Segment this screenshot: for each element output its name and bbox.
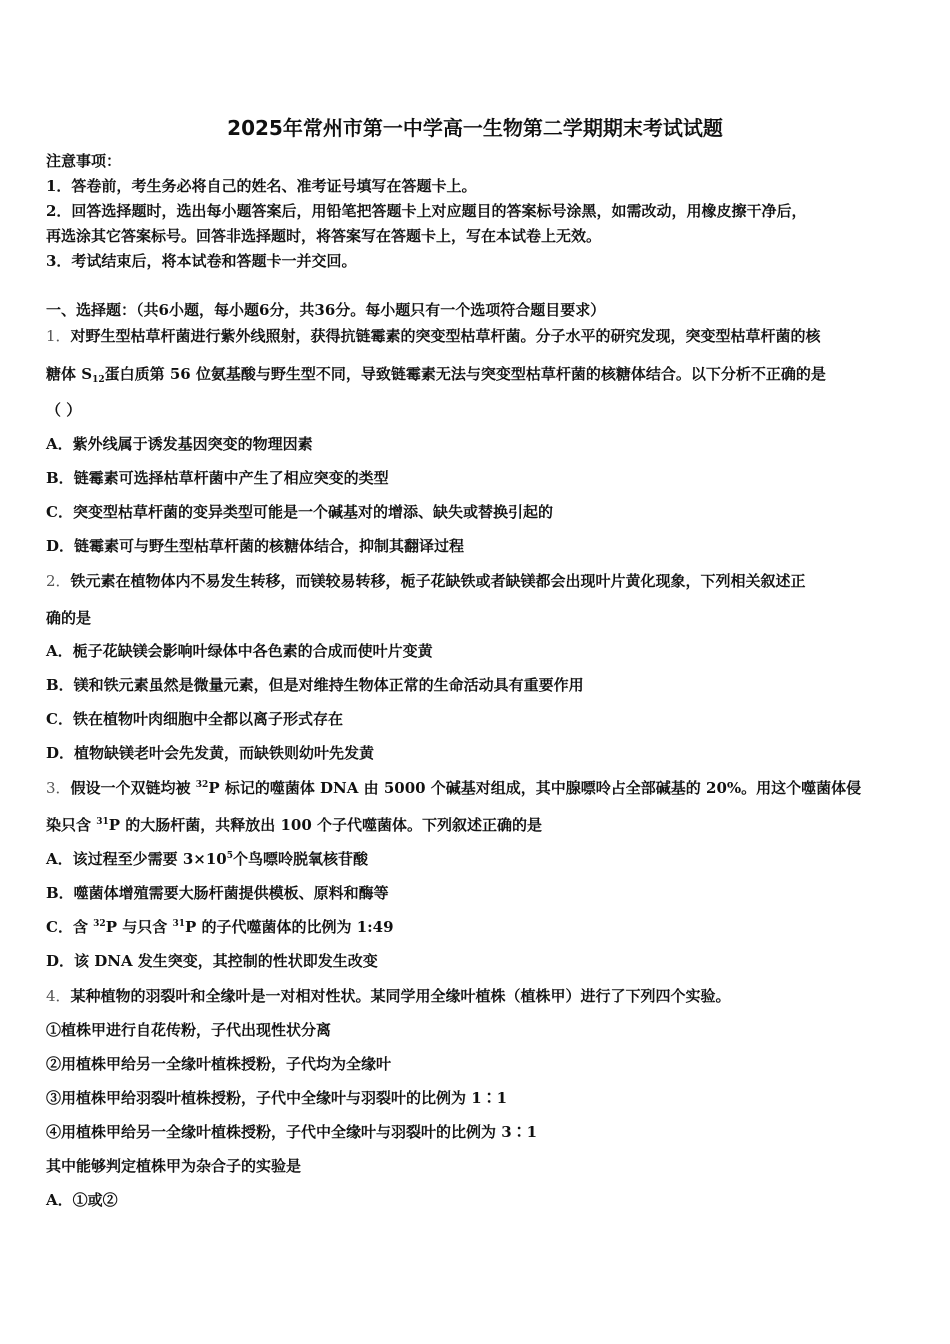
question-3-stem	[46, 778, 861, 798]
question-text: 假设一个双链均被	[70, 779, 196, 797]
question-text: P 标记的噬菌体 DNA 由 5000 个碱基对组成，其中腺嘌呤占全部碱基的 20%。用这个噬菌体侵	[208, 779, 862, 797]
option-b: B．噬菌体增殖需要大肠杆菌提供模板、原料和酶等	[46, 884, 389, 902]
question-number: 4．	[46, 987, 71, 1005]
question-4-stem	[46, 986, 731, 1006]
option-c	[46, 917, 394, 937]
superscript: 31	[172, 919, 185, 929]
experiment-item: ③用植株甲给羽裂叶植株授粉，子代中全缘叶与羽裂叶的比例为 1∶1	[46, 1089, 508, 1107]
option-d: D．链霉素可与野生型枯草杆菌的核糖体结合，抑制其翻译过程	[46, 537, 465, 555]
question-text: 对野生型枯草杆菌进行紫外线照射，获得抗链霉素的突变型枯草杆菌。分子水平的研究发现，突变型枯草杆菌的核	[70, 327, 821, 345]
question-text: P 的大肠杆菌，共释放出 100 个子代噬菌体。下列叙述正确的是	[108, 816, 543, 834]
option-d: D．该 DNA 发生突变，其控制的性状即发生改变	[46, 952, 378, 970]
superscript: 5	[226, 851, 234, 861]
exam-title: 2025年常州市第一中学高一生物第二学期期末考试试题	[227, 116, 723, 140]
superscript: 32	[195, 780, 209, 790]
superscript: 31	[96, 817, 109, 827]
option-text: A．该过程至少需要 3×10	[46, 850, 227, 868]
experiment-item: ①植株甲进行自花传粉，子代出现性状分离	[46, 1021, 332, 1039]
question-number: 1．	[46, 327, 71, 345]
option-b: B．镁和铁元素虽然是微量元素，但是对维持生物体正常的生命活动具有重要作用	[46, 676, 584, 694]
experiment-item: ②用植株甲给另一全缘叶植株授粉，子代均为全缘叶	[46, 1055, 392, 1073]
option-a: A．①或②	[46, 1191, 118, 1209]
notice-item: 2．回答选择题时，选出每小题答案后，用铅笔把答题卡上对应题目的答案标号涂黑，如需改动，用橡皮擦干净后，	[46, 202, 807, 220]
question-2-stem-line2: 确的是	[46, 609, 92, 627]
superscript: 32	[93, 919, 106, 929]
option-b: B．链霉素可选择枯草杆菌中产生了相应突变的类型	[46, 469, 389, 487]
question-2-stem	[46, 571, 806, 591]
option-c: C．铁在植物叶肉细胞中全都以离子形式存在	[46, 710, 343, 728]
answer-blank: （ ）	[46, 401, 82, 419]
question-text: 铁元素在植物体内不易发生转移，而镁较易转移，栀子花缺铁或者缺镁都会出现叶片黄化现象，下列相关叙述正	[70, 572, 806, 590]
question-1-stem	[46, 326, 821, 346]
section-heading: 一、选择题：（共6小题，每小题6分，共36分。每小题只有一个选项符合题目要求）	[46, 301, 606, 319]
question-1-stem-line2	[46, 364, 826, 384]
option-a: A．栀子花缺镁会影响叶绿体中各色素的合成而使叶片变黄	[46, 642, 433, 660]
option-d: D．植物缺镁老叶会先发黄，而缺铁则幼叶先发黄	[46, 744, 375, 762]
experiment-item: ④用植株甲给另一全缘叶植株授粉，子代中全缘叶与羽裂叶的比例为 3∶1	[46, 1123, 538, 1141]
option-c: C．突变型枯草杆菌的变异类型可能是一个碱基对的增添、缺失或替换引起的	[46, 503, 553, 521]
question-number: 2．	[46, 572, 71, 590]
notice-heading: 注意事项：	[46, 152, 122, 170]
option-text: P 与只含	[105, 918, 173, 936]
question-3-stem-line2	[46, 815, 542, 835]
subscript: 12	[92, 375, 105, 385]
notice-item: 1．答卷前，考生务必将自己的姓名、准考证号填写在答题卡上。	[46, 177, 477, 195]
option-text: 个鸟嘌呤脱氧核苷酸	[233, 850, 369, 868]
question-text: 糖体 S	[46, 365, 93, 383]
notice-item: 3．考试结束后，将本试卷和答题卡一并交回。	[46, 252, 357, 270]
option-a	[46, 849, 368, 869]
option-text: C．含	[46, 918, 94, 936]
question-4-prompt: 其中能够判定植株甲为杂合子的实验是	[46, 1157, 302, 1175]
question-text: 蛋白质第 56 位氨基酸与野生型不同，导致链霉素无法与突变型枯草杆菌的核糖体结合。以下分析不正确的是	[104, 365, 826, 383]
option-text: P 的子代噬菌体的比例为 1:49	[184, 918, 394, 936]
notice-item: 再选涂其它答案标号。回答非选择题时，将答案写在答题卡上，写在本试卷上无效。	[46, 227, 602, 245]
option-a: A．紫外线属于诱发基因突变的物理因素	[46, 435, 313, 453]
question-text: 染只含	[46, 816, 97, 834]
question-number: 3．	[46, 779, 71, 797]
question-text: 某种植物的羽裂叶和全缘叶是一对相对性状。某同学用全缘叶植株（植株甲）进行了下列四个实验。	[70, 987, 731, 1005]
